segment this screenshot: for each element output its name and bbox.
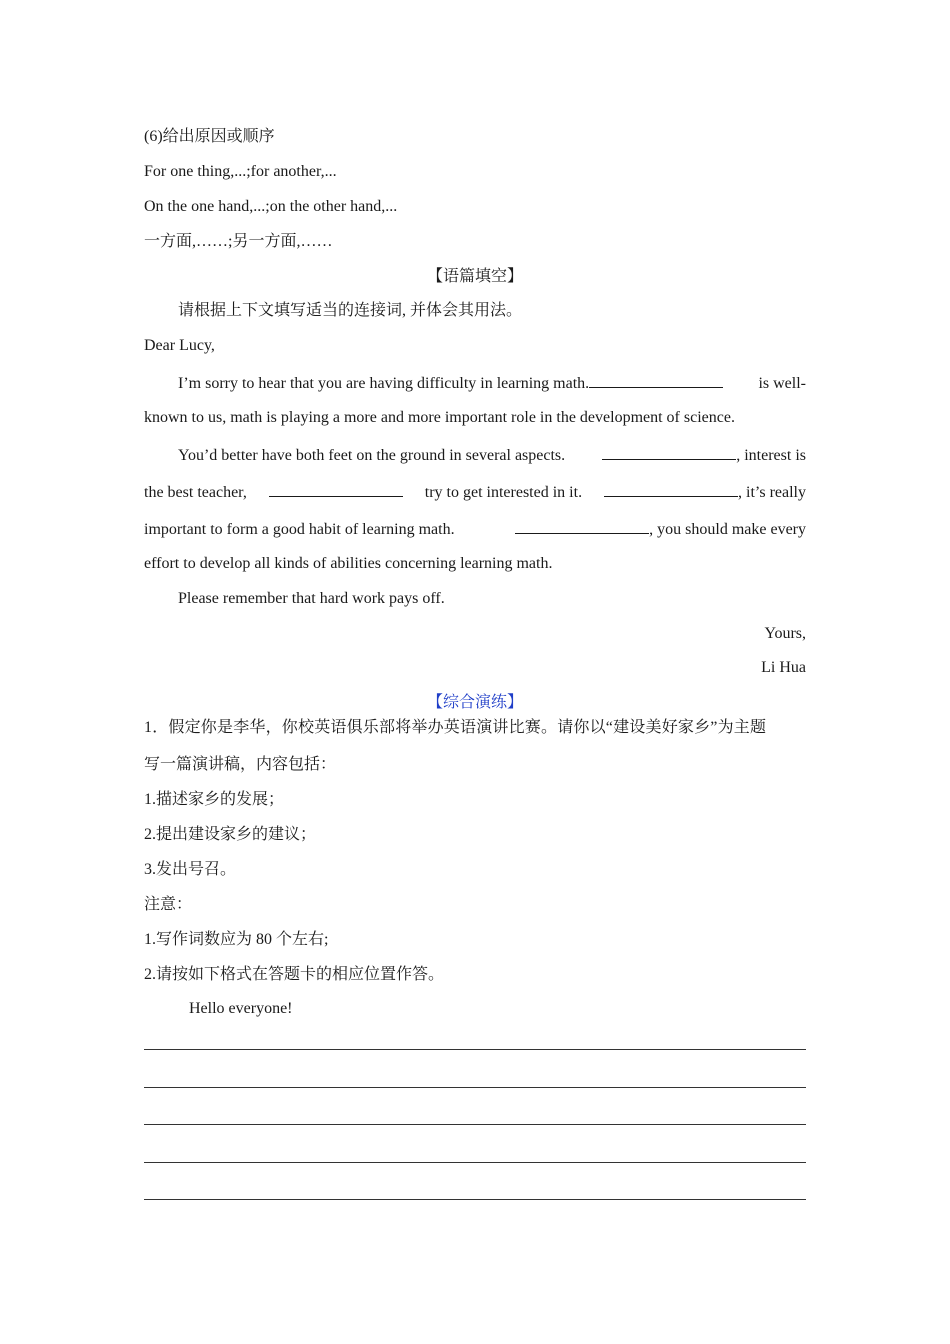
paragraph-2-line-2 (144, 480, 806, 503)
paragraph-2-line-1 (178, 443, 806, 466)
question-1-line-1 (144, 718, 806, 738)
paragraph-1-line-2: known to us, math is playing a more and more important role in the development of science. (144, 409, 735, 426)
cloze-title: 【语篇填空】 (426, 268, 523, 285)
letter-closing: Yours, (764, 625, 806, 642)
reasons-line-2: On the one hand,...;on the other hand,... (144, 198, 398, 215)
text-segment: the best teacher, (144, 484, 247, 501)
note-1: 1.写作词数应为 80 个左右; (144, 931, 329, 948)
requirement-1: 1.描述家乡的发展； (144, 791, 285, 808)
answer-line[interactable] (144, 1199, 806, 1200)
text-segment: important to form a good habit of learning math. (144, 521, 455, 538)
practice-title: 【综合演练】 (426, 694, 523, 711)
note-label: 注意： (144, 896, 193, 913)
text-segment: , interest is (736, 447, 806, 464)
requirement-2: 2.提出建设家乡的建议； (144, 826, 317, 843)
text-segment: try to get interested in it. (424, 484, 583, 501)
answer-line[interactable] (144, 1124, 806, 1125)
text-segment: You’d better have both feet on the ground in several aspects. (178, 447, 566, 464)
blank-3[interactable] (269, 480, 403, 497)
text-segment: is well- (758, 375, 806, 392)
blank-1[interactable] (589, 371, 723, 388)
blank-2[interactable] (602, 443, 736, 460)
blank-4[interactable] (604, 480, 738, 497)
letter-signature: Li Hua (761, 659, 806, 676)
reasons-heading: (6)给出原因或顺序 (144, 128, 275, 145)
reasons-line-3: 一方面,……;另一方面,…… (144, 233, 333, 250)
blank-5[interactable] (515, 517, 649, 534)
requirement-3: 3.发出号召。 (144, 861, 237, 878)
text-segment: , it’s really (738, 484, 806, 501)
answer-line[interactable] (144, 1087, 806, 1088)
answer-line[interactable] (144, 1049, 806, 1050)
cloze-instruction: 请根据上下文填写适当的连接词, 并体会其用法。 (178, 302, 523, 319)
paragraph-2-line-4: effort to develop all kinds of abilities concerning learning math. (144, 555, 553, 572)
answer-line[interactable] (144, 1162, 806, 1163)
text-segment: , you should make every (649, 521, 806, 538)
paragraph-1-line-1 (178, 371, 806, 394)
letter-greeting: Dear Lucy, (144, 337, 215, 354)
text-segment: I’m sorry to hear that you are having difficulty in learning math. (178, 375, 590, 392)
paragraph-3: Please remember that hard work pays off. (178, 590, 445, 607)
text-segment: 1．假定你是李华，你校英语俱乐部将举办英语演讲比赛。请你以“建设美好家乡”为主题 (144, 719, 767, 736)
speech-opening: Hello everyone! (189, 1000, 293, 1017)
paragraph-2-line-3 (144, 517, 806, 540)
reasons-line-1: For one thing,...;for another,... (144, 163, 337, 180)
note-2: 2.请按如下格式在答题卡的相应位置作答。 (144, 966, 445, 983)
question-1-line-2: 写一篇演讲稿，内容包括： (144, 756, 337, 773)
